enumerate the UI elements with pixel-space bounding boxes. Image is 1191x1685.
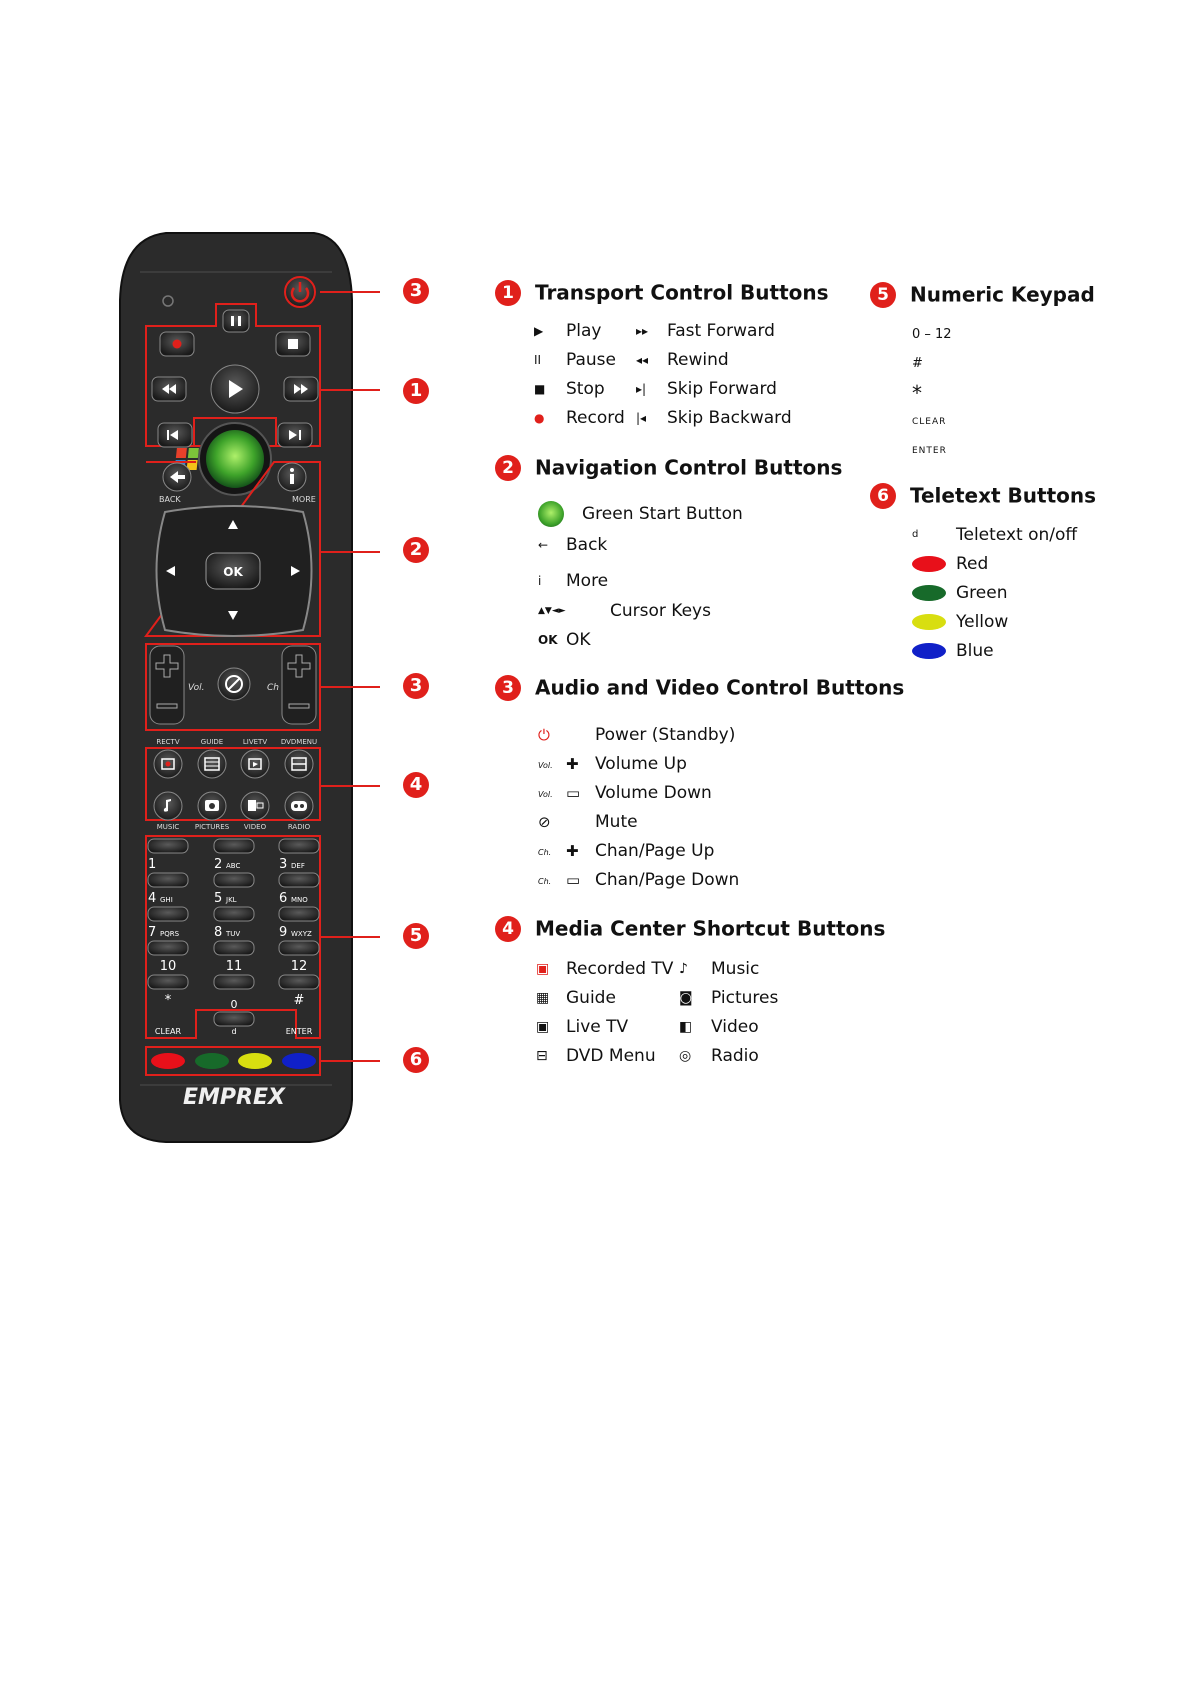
keypad-key-label: 2 — [214, 857, 223, 872]
radio-label: RADIO — [287, 823, 311, 831]
section-title-text: Teletext Buttons — [910, 483, 1097, 508]
callout-badge-3b: 3 — [403, 673, 429, 699]
numeric-label: * — [912, 381, 922, 405]
record-button[interactable] — [160, 332, 194, 356]
livetv-label: LIVETV — [242, 738, 268, 746]
media-icon: ▦ — [536, 990, 550, 1006]
navigation-icon: ← — [538, 538, 549, 552]
play-button[interactable] — [211, 365, 259, 413]
callout-badge-4: 4 — [403, 772, 429, 798]
keypad-key-label: 5 — [214, 891, 223, 906]
media-icon: ⊟ — [536, 1048, 548, 1064]
transport-icon: ● — [534, 411, 545, 425]
callout-line-6 — [320, 1060, 380, 1062]
keypad-key-label: 7 — [148, 925, 157, 940]
keypad-key-label: 11 — [225, 959, 243, 974]
audio-icon: ✚ — [566, 755, 579, 773]
music-button[interactable] — [154, 792, 182, 820]
section-title-text: Audio and Video Control Buttons — [535, 675, 905, 700]
yellow-button[interactable] — [238, 1053, 272, 1069]
transport-icon: ▶ — [534, 324, 544, 338]
transport-label: Skip Backward — [667, 408, 792, 428]
media-label: Live TV — [566, 1017, 629, 1037]
volume-rocker[interactable] — [150, 646, 184, 724]
callout-line-3a — [320, 291, 380, 293]
stop-button[interactable] — [276, 332, 310, 356]
callout-badge-1: 1 — [403, 378, 429, 404]
section-number: 5 — [870, 282, 896, 308]
keypad-key-letters: DEF — [291, 862, 305, 870]
transport-label: Play — [566, 321, 602, 341]
color-swatch-icon — [912, 556, 946, 572]
media-icon: ▣ — [536, 961, 550, 977]
audio-prefix: Vol. — [538, 761, 553, 770]
callout-badge-5: 5 — [403, 923, 429, 949]
vol-label: Vol. — [188, 683, 205, 693]
callout-line-1 — [320, 389, 380, 391]
navigation-icon: ▲▼◄► — [538, 606, 566, 616]
keypad-key-label: 9 — [279, 925, 288, 940]
callout-badge-3a: 3 — [403, 278, 429, 304]
music-label: MUSIC — [156, 823, 180, 831]
numeric-label: # — [912, 356, 923, 371]
video-button[interactable] — [241, 792, 269, 820]
audio-label: Power (Standby) — [595, 725, 736, 745]
callout-line-4 — [320, 785, 380, 787]
transport-icon: ■ — [534, 382, 546, 396]
rectv-label: RECTV — [156, 738, 180, 746]
green-button[interactable] — [195, 1053, 229, 1069]
audio-icon: ⏻ — [538, 726, 550, 744]
callout-badge-2: 2 — [403, 537, 429, 563]
section-title-text: Media Center Shortcut Buttons — [535, 916, 886, 941]
pictures-button[interactable] — [198, 792, 226, 820]
transport-label: Rewind — [667, 350, 729, 370]
transport-icon: ◂◂ — [636, 353, 649, 367]
numeric-label: ENTER — [912, 446, 947, 456]
teletext-label: Green — [956, 583, 1008, 603]
brand-logo: EMPREX — [183, 1085, 285, 1110]
live-tv-button[interactable] — [241, 750, 269, 778]
enter-key-label: ENTER — [285, 1027, 313, 1036]
zero-key-label: 0 — [230, 998, 238, 1011]
callout-line-2 — [320, 551, 380, 553]
transport-icon: |◂ — [636, 411, 647, 425]
ok-label: OK — [223, 565, 243, 579]
audio-prefix: Vol. — [538, 790, 553, 799]
media-icon: ♪ — [679, 961, 688, 977]
keypad-key-label: 3 — [279, 857, 288, 872]
navigation-icon: i — [538, 574, 542, 588]
audio-label: Mute — [595, 812, 638, 832]
keypad-key-letters: WXYZ — [291, 930, 312, 938]
audio-icon: ▭ — [566, 871, 581, 889]
audio-label: Volume Up — [595, 754, 687, 774]
navigation-label: Back — [566, 535, 608, 555]
navigation-icon: OK — [538, 633, 558, 647]
callout-badge-6: 6 — [403, 1047, 429, 1073]
keypad-key-letters: ABC — [226, 862, 241, 870]
section-number: 6 — [870, 483, 896, 509]
color-swatch-icon — [912, 643, 946, 659]
transport-label: Pause — [566, 350, 616, 370]
section-title-text: Numeric Keypad — [910, 282, 1095, 307]
keypad-key[interactable] — [214, 975, 254, 989]
keypad-key-label: 12 — [290, 959, 308, 974]
audio-prefix: Ch. — [538, 848, 552, 857]
guide-label: GUIDE — [200, 738, 224, 746]
skip-forward-button[interactable] — [278, 423, 312, 447]
audio-section-title — [495, 674, 904, 701]
back-label: BACK — [159, 495, 181, 504]
media-icon: ◙ — [679, 990, 693, 1006]
section-number: 3 — [495, 675, 521, 701]
keypad-key-label: 4 — [148, 891, 157, 906]
keypad-key-letters: MNO — [291, 896, 308, 904]
navigation-label: Green Start Button — [582, 504, 743, 524]
media-label: Pictures — [711, 988, 779, 1008]
fast-forward-button[interactable] — [284, 377, 318, 401]
transport-label: Fast Forward — [667, 321, 775, 341]
audio-icon: ✚ — [566, 842, 579, 860]
more-button[interactable] — [278, 463, 306, 491]
media-label: Guide — [566, 988, 616, 1008]
audio-label: Chan/Page Down — [595, 870, 740, 890]
media-icon: ◎ — [679, 1048, 692, 1064]
keypad-key-letters: GHI — [160, 896, 173, 904]
keypad-key-letters: JKL — [226, 896, 237, 904]
teletext-section-title — [870, 482, 1096, 509]
transport-section-title — [495, 279, 829, 306]
keypad-key-label: * — [164, 993, 172, 1008]
cursor-pad[interactable] — [157, 506, 312, 636]
keypad-key-label: # — [293, 993, 305, 1008]
navigation-label: More — [566, 571, 609, 591]
callout-line-5 — [320, 936, 380, 938]
keypad-key-label: 6 — [279, 891, 288, 906]
pictures-label: PICTURES — [194, 823, 230, 831]
media-section-title — [495, 915, 885, 942]
section-number: 4 — [495, 916, 521, 942]
transport-icon: ▸| — [636, 382, 647, 396]
dvdmenu-label: DVDMENU — [280, 738, 318, 746]
audio-icon: ▭ — [566, 784, 581, 802]
audio-label: Volume Down — [595, 783, 712, 803]
section-number: 1 — [495, 280, 521, 306]
zero-key[interactable] — [214, 1012, 254, 1026]
numeric-label: CLEAR — [912, 417, 947, 427]
power-button[interactable] — [285, 277, 315, 307]
blue-button[interactable] — [282, 1053, 316, 1069]
video-label: VIDEO — [243, 823, 267, 831]
pause-button[interactable] — [223, 310, 249, 332]
d-key-label: d — [231, 1027, 237, 1036]
guide-button[interactable] — [198, 750, 226, 778]
section-number: 2 — [495, 455, 521, 481]
transport-icon: II — [534, 353, 542, 367]
media-label: Radio — [711, 1046, 759, 1066]
media-icon: ◧ — [679, 1019, 693, 1035]
transport-icon: ▸▸ — [636, 324, 649, 338]
numeric-section-title — [870, 281, 1095, 308]
start-orb-icon — [538, 501, 564, 527]
recorded-tv-button[interactable] — [154, 750, 182, 778]
callout-line-3b — [320, 686, 380, 688]
keypad-key-label: 1 — [148, 857, 157, 872]
color-swatch-icon — [912, 614, 946, 630]
transport-label: Stop — [566, 379, 605, 399]
keypad-key-label: 10 — [159, 959, 177, 974]
back-button[interactable] — [163, 463, 191, 491]
navigation-label: Cursor Keys — [610, 601, 711, 621]
channel-rocker[interactable] — [282, 646, 316, 724]
audio-icon: ⊘ — [538, 813, 551, 831]
color-swatch-icon — [912, 585, 946, 601]
teletext-icon: d — [912, 529, 919, 540]
radio-button[interactable] — [285, 792, 313, 820]
teletext-label: Blue — [956, 641, 994, 661]
navigation-section-title — [495, 454, 842, 481]
media-label: Video — [711, 1017, 759, 1037]
media-label: Recorded TV — [566, 959, 674, 979]
teletext-label: Red — [956, 554, 989, 574]
media-icon: ▣ — [536, 1019, 550, 1035]
mute-button[interactable] — [218, 668, 250, 700]
section-title-text: Navigation Control Buttons — [535, 455, 843, 480]
keypad-key-letters: TUV — [226, 930, 241, 938]
skip-backward-button[interactable] — [158, 423, 192, 447]
red-button[interactable] — [151, 1053, 185, 1069]
ch-label: Ch — [267, 683, 279, 693]
audio-label: Chan/Page Up — [595, 841, 715, 861]
transport-label: Skip Forward — [667, 379, 777, 399]
audio-prefix: Ch. — [538, 877, 552, 886]
section-title-text: Transport Control Buttons — [535, 280, 829, 305]
more-label: MORE — [292, 495, 316, 504]
media-label: DVD Menu — [566, 1046, 656, 1066]
transport-label: Record — [566, 408, 625, 428]
clear-key-label: CLEAR — [154, 1027, 182, 1036]
media-label: Music — [711, 959, 760, 979]
rewind-button[interactable] — [152, 377, 186, 401]
teletext-label: Yellow — [956, 612, 1009, 632]
dvd-menu-button[interactable] — [285, 750, 313, 778]
teletext-label: Teletext on/off — [956, 525, 1078, 545]
navigation-label: OK — [566, 630, 591, 650]
keypad-key-label: 8 — [214, 925, 223, 940]
numeric-label: 0 – 12 — [912, 327, 952, 342]
keypad-key-letters: PQRS — [160, 930, 180, 938]
